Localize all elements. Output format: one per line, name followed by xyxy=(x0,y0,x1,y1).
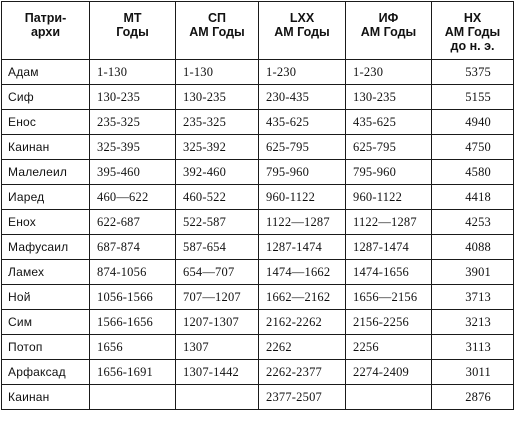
cell-nh: 4418 xyxy=(432,185,514,210)
cell-mt: 460—622 xyxy=(90,185,176,210)
table-row xyxy=(2,310,514,335)
cell-sp: 654—707 xyxy=(176,260,259,285)
cell-if: 1474-1656 xyxy=(346,260,432,285)
cell-nh: 3011 xyxy=(432,360,514,385)
header-line: АМ Годы xyxy=(444,25,501,39)
cell-sp: 1207-1307 xyxy=(176,310,259,335)
cell-patriarch: Иаред xyxy=(2,185,90,210)
cell-if: 960-1122 xyxy=(346,185,432,210)
cell-patriarch: Арфаксад xyxy=(2,360,90,385)
cell-patriarch: Малелеил xyxy=(2,160,90,185)
cell-lxx: 1662—2162 xyxy=(259,285,346,310)
cell-sp: 130-235 xyxy=(176,85,259,110)
cell-mt: 1056-1566 xyxy=(90,285,176,310)
table-row xyxy=(2,335,514,360)
cell-if: 435-625 xyxy=(346,110,432,135)
cell-lxx: 625-795 xyxy=(259,135,346,160)
cell-patriarch: Потоп xyxy=(2,335,90,360)
cell-nh: 3713 xyxy=(432,285,514,310)
cell-if: 130-235 xyxy=(346,85,432,110)
cell-nh: 4580 xyxy=(432,160,514,185)
table-row xyxy=(2,385,514,410)
cell-lxx: 230-435 xyxy=(259,85,346,110)
table-row xyxy=(2,185,514,210)
cell-lxx: 2262-2377 xyxy=(259,360,346,385)
cell-nh: 3113 xyxy=(432,335,514,360)
header-line: АМ Годы xyxy=(360,25,417,39)
cell-sp: 1-130 xyxy=(176,60,259,85)
table-row xyxy=(2,260,514,285)
cell-patriarch: Мафусаил xyxy=(2,235,90,260)
cell-lxx: 2262 xyxy=(259,335,346,360)
header-nh xyxy=(432,2,514,60)
cell-nh: 5375 xyxy=(432,60,514,85)
cell-nh: 4088 xyxy=(432,235,514,260)
cell-patriarch: Адам xyxy=(2,60,90,85)
cell-nh: 5155 xyxy=(432,85,514,110)
cell-if: 1656—2156 xyxy=(346,285,432,310)
cell-if: 1-230 xyxy=(346,60,432,85)
table-row xyxy=(2,210,514,235)
patriarch-chronology-table xyxy=(1,1,514,410)
header-lxx xyxy=(259,2,346,60)
table-body xyxy=(2,60,514,410)
header-mt xyxy=(90,2,176,60)
cell-lxx: 1287-1474 xyxy=(259,235,346,260)
cell-lxx: 1474—1662 xyxy=(259,260,346,285)
cell-nh: 2876 xyxy=(432,385,514,410)
cell-lxx: 2162-2262 xyxy=(259,310,346,335)
cell-mt: 874-1056 xyxy=(90,260,176,285)
cell-sp xyxy=(176,385,259,410)
cell-nh: 4940 xyxy=(432,110,514,135)
header-row xyxy=(2,2,514,60)
cell-patriarch: Енох xyxy=(2,210,90,235)
header-patriarchs xyxy=(2,2,90,60)
header-line: LXX xyxy=(289,11,315,25)
cell-if: 795-960 xyxy=(346,160,432,185)
cell-patriarch: Сиф xyxy=(2,85,90,110)
table-row xyxy=(2,60,514,85)
header-if xyxy=(346,2,432,60)
cell-patriarch: Каинан xyxy=(2,385,90,410)
cell-if: 1287-1474 xyxy=(346,235,432,260)
cell-mt: 130-235 xyxy=(90,85,176,110)
table-row xyxy=(2,360,514,385)
table-row xyxy=(2,235,514,260)
cell-nh: 3901 xyxy=(432,260,514,285)
cell-lxx: 1-230 xyxy=(259,60,346,85)
cell-patriarch: Ламех xyxy=(2,260,90,285)
header-sp xyxy=(176,2,259,60)
cell-mt: 395-460 xyxy=(90,160,176,185)
cell-sp: 392-460 xyxy=(176,160,259,185)
cell-patriarch: Каинан xyxy=(2,135,90,160)
cell-sp: 587-654 xyxy=(176,235,259,260)
cell-mt: 1656 xyxy=(90,335,176,360)
cell-lxx: 960-1122 xyxy=(259,185,346,210)
header-line: МТ xyxy=(123,11,142,25)
cell-if: 2156-2256 xyxy=(346,310,432,335)
cell-mt: 325-395 xyxy=(90,135,176,160)
cell-sp: 707—1207 xyxy=(176,285,259,310)
table-row xyxy=(2,85,514,110)
cell-if: 2256 xyxy=(346,335,432,360)
cell-sp: 460-522 xyxy=(176,185,259,210)
cell-lxx: 795-960 xyxy=(259,160,346,185)
cell-patriarch: Сим xyxy=(2,310,90,335)
cell-mt: 1-130 xyxy=(90,60,176,85)
cell-patriarch: Енос xyxy=(2,110,90,135)
cell-mt xyxy=(90,385,176,410)
cell-sp: 1307-1442 xyxy=(176,360,259,385)
cell-mt: 687-874 xyxy=(90,235,176,260)
header-line: архи xyxy=(30,25,61,39)
cell-lxx: 1122—1287 xyxy=(259,210,346,235)
cell-mt: 235-325 xyxy=(90,110,176,135)
cell-if: 625-795 xyxy=(346,135,432,160)
table-row xyxy=(2,110,514,135)
cell-patriarch: Ной xyxy=(2,285,90,310)
header-line: ИФ xyxy=(378,11,399,25)
cell-sp: 1307 xyxy=(176,335,259,360)
cell-sp: 235-325 xyxy=(176,110,259,135)
header-line: АМ Годы xyxy=(189,25,245,39)
header-line: Патри- xyxy=(24,11,67,25)
cell-sp: 325-392 xyxy=(176,135,259,160)
header-line: АМ Годы xyxy=(274,25,330,39)
cell-mt: 1656-1691 xyxy=(90,360,176,385)
header-line: СП xyxy=(207,11,226,25)
header-line: до н. э. xyxy=(450,39,495,53)
cell-if: 2274-2409 xyxy=(346,360,432,385)
cell-if xyxy=(346,385,432,410)
cell-sp: 522-587 xyxy=(176,210,259,235)
cell-mt: 1566-1656 xyxy=(90,310,176,335)
table-header xyxy=(2,2,514,60)
cell-nh: 4750 xyxy=(432,135,514,160)
table-row xyxy=(2,160,514,185)
header-line: НХ xyxy=(463,11,482,25)
table-row xyxy=(2,285,514,310)
table-row xyxy=(2,135,514,160)
header-line: Годы xyxy=(116,25,149,39)
cell-lxx: 2377-2507 xyxy=(259,385,346,410)
cell-nh: 4253 xyxy=(432,210,514,235)
cell-mt: 622-687 xyxy=(90,210,176,235)
cell-if: 1122—1287 xyxy=(346,210,432,235)
cell-nh: 3213 xyxy=(432,310,514,335)
cell-lxx: 435-625 xyxy=(259,110,346,135)
